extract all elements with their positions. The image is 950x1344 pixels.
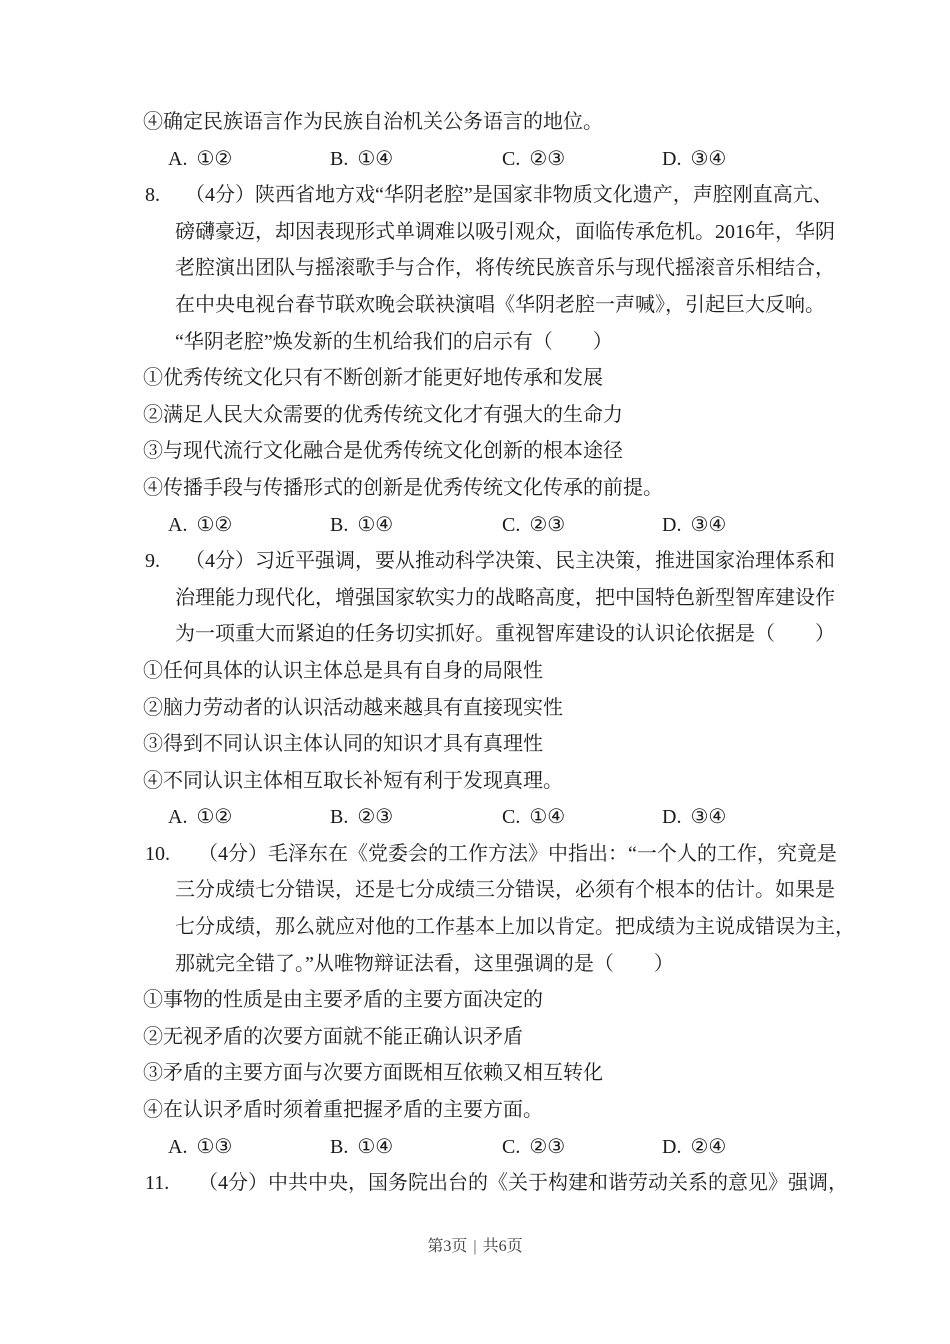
choices-row (0, 141, 950, 178)
choice-circled-numbers: ①④ (357, 147, 394, 170)
choice-letter: C. (502, 513, 521, 536)
statement-line: ④确定民族语言作为民族自治机关公务语言的地位。 (143, 111, 603, 133)
statement-line: ②满足人民大众需要的优秀传统文化才有强大的生命力 (143, 403, 623, 426)
footer-divider: | (473, 1238, 477, 1255)
question-first-line (0, 177, 950, 214)
choice-option (168, 799, 232, 836)
choice-letter: D. (662, 513, 682, 536)
choice-circled-numbers: ③④ (690, 513, 727, 536)
choice-circled-numbers: ①④ (529, 806, 566, 829)
choice-circled-numbers: ①④ (357, 513, 394, 536)
choice-circled-numbers: ③④ (690, 806, 727, 829)
choice-letter: C. (502, 1135, 521, 1158)
statement-line: ②无视矛盾的次要方面就不能正确认识矛盾 (143, 1025, 523, 1048)
question-continuation-line: 那就完全错了。”从唯物辩证法看，这里强调的是（ ） (175, 952, 674, 975)
choice-letter: D. (662, 806, 682, 829)
choice-option (330, 507, 393, 544)
choices-row (0, 1129, 950, 1166)
question-first-line (0, 836, 950, 873)
statement-line: ②脑力劳动者的认识活动越来越具有直接现实性 (143, 696, 563, 719)
choice-circled-numbers: ②④ (690, 1135, 727, 1158)
question-continuation-line: 七分成绩，那么就应对他的工作基本上加以肯定。把成绩为主说成错误为主， (175, 916, 855, 939)
choices-row (0, 799, 950, 836)
statement-line: ③矛盾的主要方面与次要方面既相互依赖又相互转化 (143, 1062, 603, 1085)
choice-circled-numbers: ②③ (529, 147, 566, 170)
statement-line: ④不同认识主体相互取长补短有利于发现真理。 (143, 769, 563, 792)
choice-option (502, 507, 565, 544)
choice-option (168, 141, 232, 178)
choice-letter: B. (330, 806, 349, 829)
choice-option (330, 1129, 393, 1166)
page-footer (0, 1233, 950, 1261)
question-continuation-line: 三分成绩七分错误，还是七分成绩三分错误，必须有个根本的估计。如果是 (175, 879, 835, 902)
choice-circled-numbers: ③④ (690, 147, 727, 170)
statement-line: ③得到不同认识主体认同的知识才具有真理性 (143, 733, 543, 756)
question-number: 9. (145, 550, 160, 573)
choices-row (0, 507, 950, 544)
choice-letter: A. (168, 1135, 188, 1158)
page-number-total: 共6页 (482, 1238, 523, 1255)
choice-letter: C. (502, 147, 521, 170)
choice-option (330, 799, 393, 836)
statement-line: ①任何具体的认识主体总是具有自身的局限性 (143, 659, 543, 682)
choice-option (168, 1129, 232, 1166)
choice-letter: B. (330, 1135, 349, 1158)
question-number: 10. (145, 842, 170, 865)
document-body (0, 104, 950, 1202)
question-text: （4分）陕西省地方戏“华阴老腔”是国家非物质文化遗产，声腔刚直高亢、 (185, 184, 833, 207)
choice-circled-numbers: ②③ (529, 1135, 566, 1158)
choice-letter: B. (330, 513, 349, 536)
choice-circled-numbers: ①② (196, 513, 233, 536)
question-first-line (0, 1165, 950, 1202)
question-continuation-line: 治理能力现代化，增强国家软实力的战略高度，把中国特色新型智库建设作 (175, 586, 835, 609)
choice-option (168, 507, 232, 544)
question-number: 8. (145, 184, 160, 207)
choice-option (662, 141, 726, 178)
question-number: 11. (145, 1172, 170, 1195)
choice-circled-numbers: ①② (196, 147, 233, 170)
choice-option (662, 1129, 726, 1166)
statement-line: ④传播手段与传播形式的创新是优秀传统文化传承的前提。 (143, 476, 663, 499)
choice-circled-numbers: ①③ (196, 1135, 233, 1158)
choice-letter: A. (168, 806, 188, 829)
question-first-line (0, 543, 950, 580)
question-text: （4分）中共中央，国务院出台的《关于构建和谐劳动关系的意见》强调， (198, 1172, 848, 1195)
choice-letter: D. (662, 147, 682, 170)
choice-option (662, 507, 726, 544)
question-continuation-line: 老腔演出团队与摇滚歌手与合作，将传统民族音乐与现代摇滚音乐相结合， (175, 257, 835, 280)
question-continuation-line: 磅礴豪迈，却因表现形式单调难以吸引观众，面临传承危机。2016年，华阴 (175, 220, 835, 243)
choice-option (330, 141, 393, 178)
choice-option (502, 799, 565, 836)
choice-letter: D. (662, 1135, 682, 1158)
statement-line: ①优秀传统文化只有不断创新才能更好地传承和发展 (143, 367, 603, 390)
statement-line: ④在认识矛盾时须着重把握矛盾的主要方面。 (143, 1099, 543, 1122)
choice-option (662, 799, 726, 836)
choice-letter: A. (168, 147, 188, 170)
statement-line: ①事物的性质是由主要矛盾的主要方面决定的 (143, 989, 543, 1012)
choice-letter: B. (330, 147, 349, 170)
question-continuation-line: 为一项重大而紧迫的任务切实抓好。重视智库建设的认识论依据是（ ） (175, 623, 835, 646)
choice-circled-numbers: ①④ (357, 1135, 394, 1158)
choice-option (502, 1129, 565, 1166)
choice-circled-numbers: ②③ (529, 513, 566, 536)
statement-line: ③与现代流行文化融合是优秀传统文化创新的根本途径 (143, 440, 623, 463)
choice-circled-numbers: ①② (196, 806, 233, 829)
question-continuation-line: “华阴老腔”焕发新的生机给我们的启示有（ ） (175, 330, 613, 353)
question-continuation-line: 在中央电视台春节联欢晚会联袂演唱《华阴老腔一声喊》，引起巨大反响。 (175, 293, 825, 316)
choice-letter: A. (168, 513, 188, 536)
question-text: （4分）毛泽东在《党委会的工作方法》中指出：“一个人的工作，究竟是 (198, 842, 837, 865)
question-text: （4分）习近平强调，要从推动科学决策、民主决策，推进国家治理体系和 (185, 550, 835, 573)
page-number-current: 第3页 (427, 1238, 468, 1255)
choice-option (502, 141, 565, 178)
choice-circled-numbers: ②③ (357, 806, 394, 829)
choice-letter: C. (502, 806, 521, 829)
